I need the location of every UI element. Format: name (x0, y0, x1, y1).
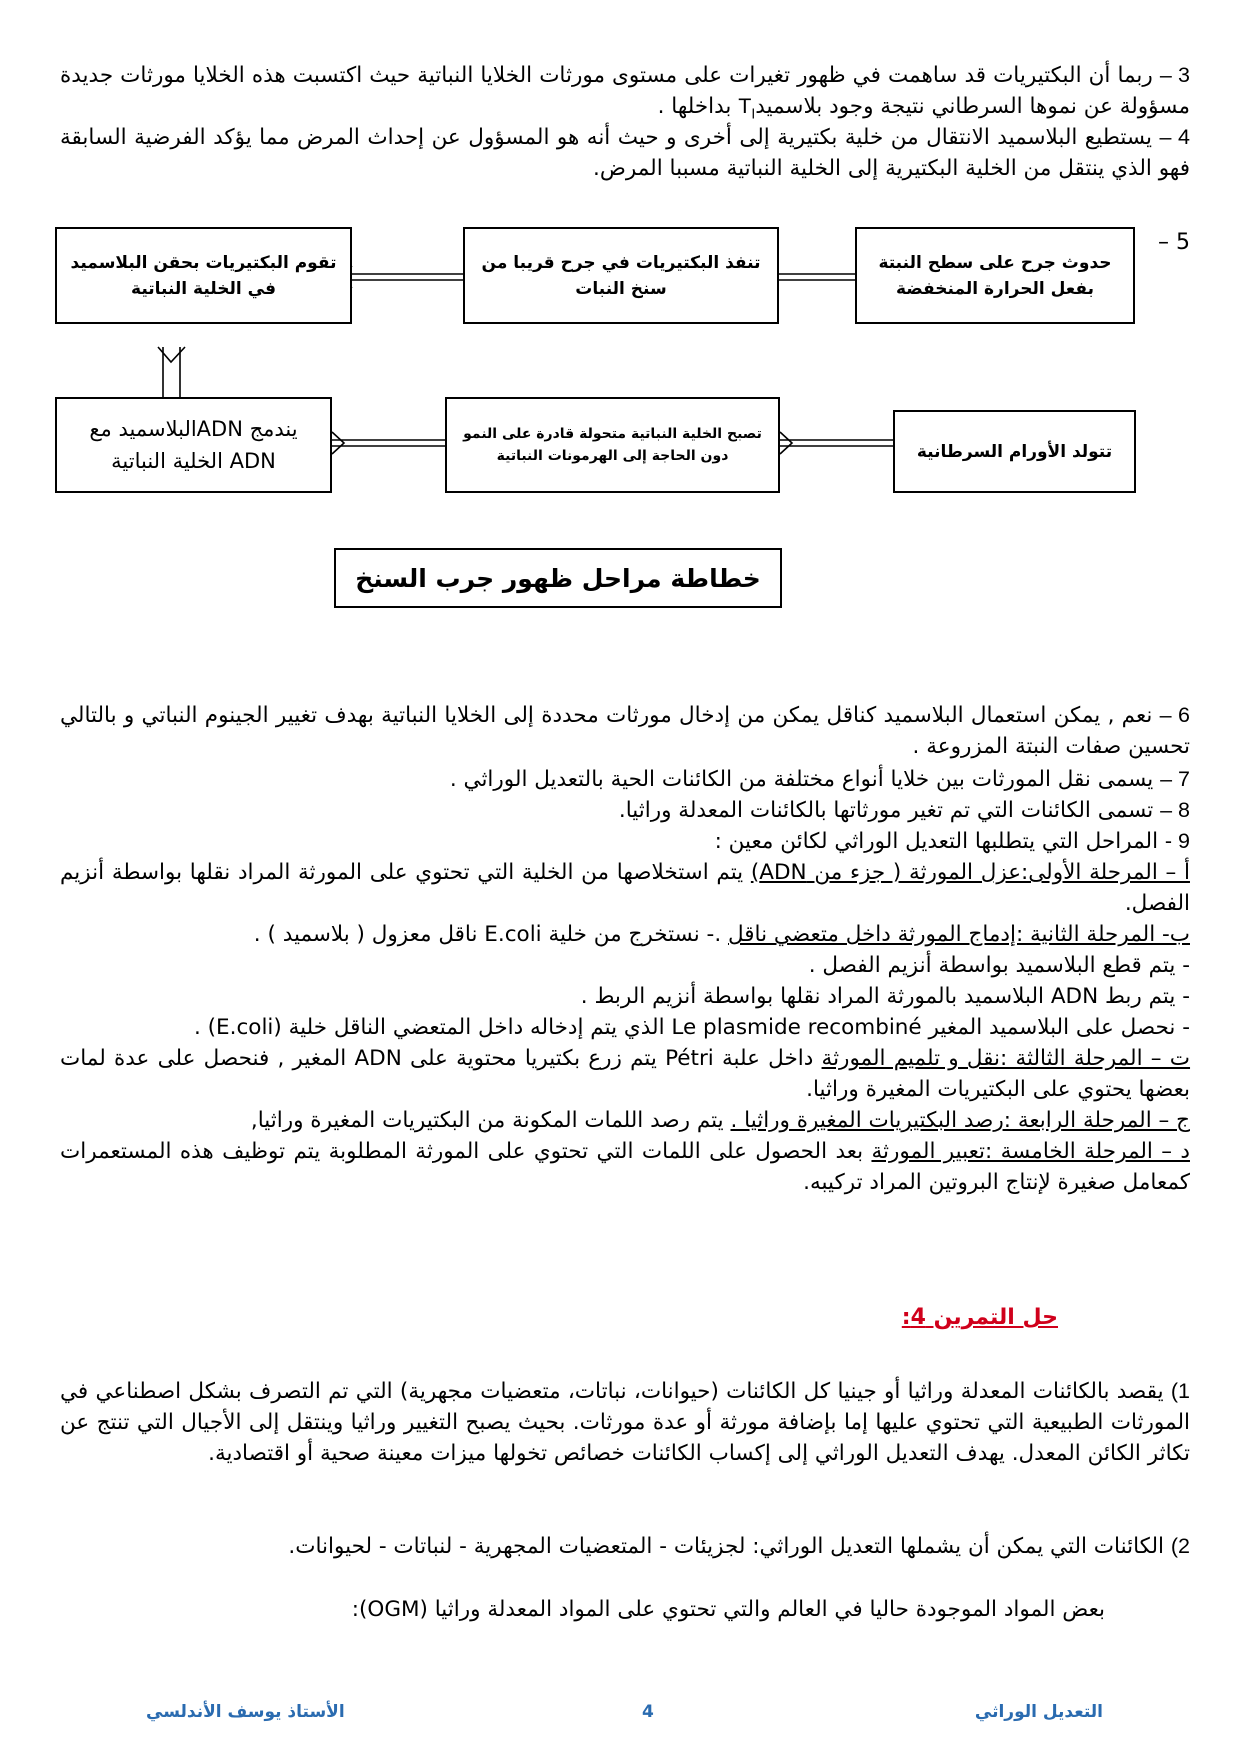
exercise-4-answer-1 (60, 1376, 1190, 1469)
answer-4-number: 4 – (1159, 125, 1190, 149)
stage-1-text: يتم استخلاصها من الخلية التي تحتوي على المورثة المراد نقلها بواسطة أنزيم الفصل. (60, 860, 1190, 916)
stage-3 (60, 1043, 1190, 1105)
stage-3-label: ت – المرحلة الثالثة :نقل و تلميم المورثة (821, 1046, 1191, 1071)
answer-9 (60, 826, 1190, 857)
answer-8-text: تسمى الكائنات التي تم تغير مورثاتها بالكائنات المعدلة وراثيا. (618, 798, 1154, 823)
stage-1-label: أ – المرحلة الأولى:عزل المورثة ( جزء من ADN) (750, 860, 1190, 885)
exercise-4-heading: حل التمرين 4: (901, 1305, 1058, 1330)
stage-4-text: يتم رصد اللمات المكونة من البكتيريات المغيرة وراثيا, (250, 1108, 724, 1133)
stage-1 (60, 857, 1190, 919)
stage-2-item: - يتم ربط ADN البلاسميد بالمورثة المراد نقلها بواسطة أنزيم الربط . (580, 984, 1190, 1009)
stage-2-item: - نحصل على البلاسميد المغير Le plasmide recombiné الذي يتم إدخاله داخل المتعضي الناقل خلية (E.coli) . (193, 1015, 1190, 1040)
diagram-box-plasmid-injection: تقوم البكتيريات بحقن البلاسميد في الخلية النباتية (55, 227, 352, 324)
stage-2 (60, 919, 1190, 950)
plasmid-index: I (751, 107, 756, 123)
answer-3-text-b: بداخلها . (657, 94, 732, 119)
answer-8-number: 8 – (1160, 798, 1190, 822)
footer-topic: التعديل الوراثي (974, 1702, 1103, 1722)
diagram-box-wound: حدوث جرح على سطح النبتة بفعل الحرارة المنخفضة (855, 227, 1135, 324)
exercise-4-answer-1-number: 1) (1170, 1379, 1190, 1403)
diagram-box-bacteria-enter: تنفذ البكتيريات في جرح قريبا من سنخ النبات (463, 227, 779, 324)
answer-8 (60, 795, 1190, 826)
footer-page-number: 4 (642, 1702, 654, 1722)
arrow-3-to-4 (158, 347, 185, 397)
exercise-4-ogm-intro: بعض المواد الموجودة حاليا في العالم والتي تحتوي على المواد المعدلة وراثيا (OGM): (351, 1597, 1105, 1622)
footer-author: الأستاذ يوسف الأندلسي (146, 1702, 345, 1722)
answer-7-number: 7 – (1160, 767, 1190, 791)
answer-3-number: 3 – (1159, 63, 1190, 87)
answer-7-text: يسمى نقل المورثات بين خلايا أنواع مختلفة من الكائنات الحية بالتعديل الوراثي . (449, 767, 1154, 792)
answer-7 (60, 764, 1190, 795)
stage-2-text: .- نستخرج من خلية E.coli ناقل معزول ( بلاسميد ) . (253, 922, 722, 947)
exercise-4-answer-2 (60, 1531, 1190, 1562)
stage-3-text: داخل علبة Pétri يتم زرع بكتيريا محتوية على ADN المغير , فنحصل على عدة لمات بعضها يحتوي على البكتيريات المغيرة وراثيا. (60, 1046, 1190, 1102)
stage-2-label: ب- المرحلة الثانية :إدماج المورثة داخل متعضي ناقل (728, 922, 1190, 947)
arrow-2-to-3 (340, 266, 463, 288)
stage-5-text: بعد الحصول على اللمات التي تحتوي على المورثة المطلوبة يتم توظيف هذه المستعمرات كمعامل صغيرة لإنتاج البروتين المراد تركيبه. (60, 1139, 1190, 1195)
stage-4-label: ج – المرحلة الرابعة :رصد البكتيريات المغيرة وراثيا . (730, 1108, 1190, 1133)
stage-5 (60, 1136, 1190, 1198)
plasmid-letter: T (738, 94, 752, 118)
answer-6-number: 6 – (1159, 703, 1191, 727)
answer-5-number: 5 – (1158, 230, 1190, 255)
arrow-5-to-6 (780, 432, 893, 454)
stage-4 (60, 1105, 1190, 1136)
diagram-box-tumors: تتولد الأورام السرطانية (893, 410, 1136, 493)
diagram-title: خطاطة مراحل ظهور جرب السنخ (334, 548, 782, 608)
exercise-4-answer-2-number: 2) (1170, 1534, 1190, 1558)
answer-6 (60, 700, 1190, 762)
diagram-box-dna-integration: يندمج ADNالبلاسميد مع ADN الخلية النباتية (55, 397, 332, 493)
answer-6-text: نعم , يمكن استعمال البلاسميد كناقل يمكن من إدخال مورثات محددة إلى الخلايا النباتية بهدف تغيير الجينوم النباتي و بالتالي تحسين صفات النبتة المزروعة . (60, 703, 1190, 759)
answer-4-text: يستطيع البلاسميد الانتقال من خلية بكتيرية إلى أخرى و حيث أنه هو المسؤول عن إحداث المرض مما يؤكد الفرضية السابقة فهو الذي ينتقل من الخلية البكتيرية إلى الخلية النباتية مسببا المرض. (60, 125, 1190, 181)
stage-2-item: - يتم قطع البلاسميد بواسطة أنزيم الفصل . (808, 953, 1190, 978)
arrow-4-to-5 (332, 432, 445, 454)
exercise-4-answer-2-text: الكائنات التي يمكن أن يشملها التعديل الوراثي: لجزيئات - المتعضيات المجهرية - لنباتات - لحيوانات. (288, 1534, 1165, 1559)
answer-9-text: المراحل التي يتطلبها التعديل الوراثي لكائن معين : (714, 829, 1159, 854)
exercise-4-answer-1-text: يقصد بالكائنات المعدلة وراثيا أو جينيا كل الكائنات (حيوانات، نباتات، متعضيات مجهرية) التي تم التصرف بشكل اصطناعي في المورثات الطبيعية التي تحتوي عليها إما بإضافة مورثة أو عدة مورثات. بحيث يصبح التغيير وراثيا وينتقل إلى الأجيال التي تنتج عن تكاثر الكائن المعدل. يهدف التعديل الوراثي إلى إكساب الكائنات خصائص تخولها ميزات معينة صحية أو اقتصادية. (60, 1379, 1190, 1466)
answer-9-number: 9 - (1164, 829, 1190, 853)
stage-5-label: د – المرحلة الخامسة :تعبير المورثة (871, 1139, 1190, 1164)
diagram-box-cell-transformed: تصبح الخلية النباتية متحولة قادرة على النمو دون الحاجة إلى الهرمونات النباتية (445, 397, 780, 493)
answer-3-text-a: ربما أن البكتيريات قد ساهمت في ظهور تغيرات على مستوى مورثات الخلايا النباتية حيث اكتسبت هذه الخلايا مورثات جديدة مسؤولة عن نموها السرطاني نتيجة وجود بلاسميد (60, 63, 1190, 119)
